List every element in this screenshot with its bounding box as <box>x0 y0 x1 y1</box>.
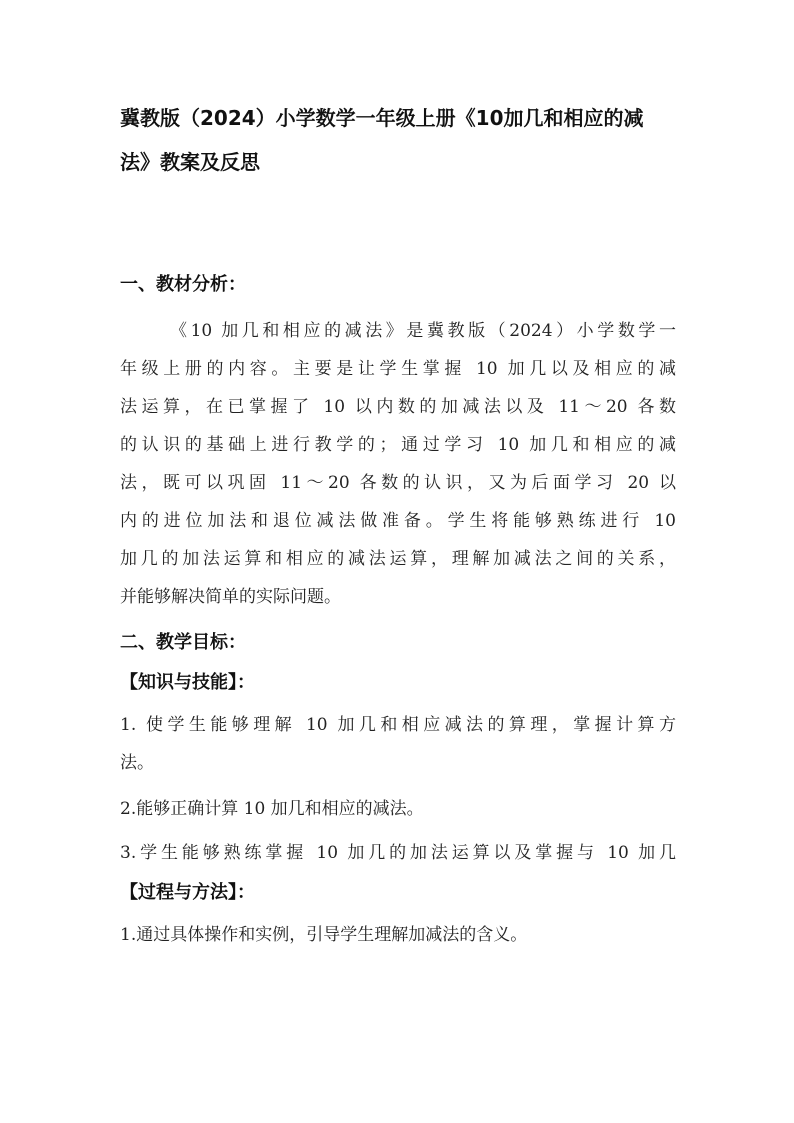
paragraph-line: 并能够解决简单的实际问题。 <box>120 587 341 607</box>
paragraph-line: 《10 加几和相应的减法》是冀教版（2024）小学数学一 <box>170 321 676 341</box>
paragraph-line: 年级上册的内容。主要是让学生掌握 10 加几以及相应的减 <box>120 359 676 379</box>
paragraph-line: 法运算，在已掌握了 10 以内数的加减法以及 11～20 各数 <box>120 397 676 417</box>
paragraph-line: 的认识的基础上进行教学的；通过学习 10 加几和相应的减 <box>120 435 676 455</box>
document-title-line-1: 冀教版（2024）小学数学一年级上册《10加几和相应的减 <box>120 106 644 130</box>
subheading-knowledge-skills: 【知识与技能】： <box>120 672 255 693</box>
goal-item-line: 法。 <box>120 753 154 773</box>
goal-item-line: 1. 使学生能够理解 10 加几和相应减法的算理，掌握计算方 <box>120 715 676 735</box>
paragraph-line: 加几的加法运算和相应的减法运算，理解加减法之间的关系， <box>120 549 676 569</box>
paragraph-line: 内的进位加法和退位减法做准备。学生将能够熟练进行 10 <box>120 511 676 531</box>
goal-item-line: 1.通过具体操作和实例，引导学生理解加减法的含义。 <box>120 925 528 945</box>
document-title-line-2: 法》教案及反思 <box>120 150 260 174</box>
subheading-process-methods: 【过程与方法】： <box>120 882 255 903</box>
section-heading-teaching-goals: 二、教学目标： <box>120 632 246 653</box>
section-heading-material-analysis: 一、教材分析： <box>120 274 246 295</box>
goal-item-line: 2.能够正确计算 10 加几和相应的减法。 <box>120 799 424 819</box>
paragraph-line: 法，既可以巩固 11～20 各数的认识，又为后面学习 20 以 <box>120 473 676 493</box>
goal-item-line: 3.学生能够熟练掌握 10 加几的加法运算以及掌握与 10 加几 <box>120 843 676 863</box>
